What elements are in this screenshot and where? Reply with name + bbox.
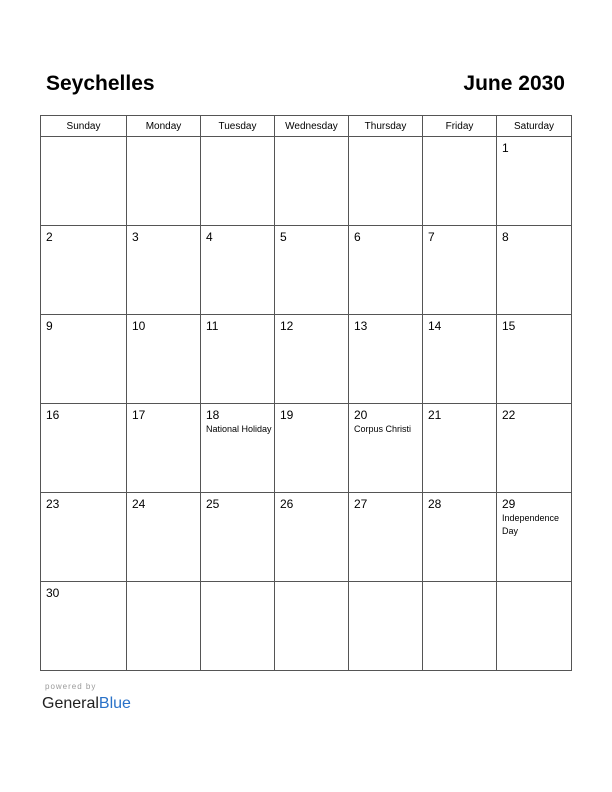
weekday-tuesday: Tuesday xyxy=(201,116,275,137)
day-number: 26 xyxy=(280,497,294,511)
day-cell xyxy=(275,493,349,582)
day-number: 24 xyxy=(132,497,146,511)
day-number: 29 xyxy=(502,497,516,511)
day-cell xyxy=(201,226,275,315)
day-number: 6 xyxy=(354,230,361,244)
day-cell xyxy=(275,137,349,226)
holiday-label: Corpus Christi xyxy=(354,424,412,434)
day-number: 19 xyxy=(280,408,294,422)
weekday-header-row xyxy=(41,116,572,137)
day-cell xyxy=(127,137,201,226)
day-cell xyxy=(41,226,127,315)
day-cell xyxy=(423,582,497,671)
weekday-wednesday: Wednesday xyxy=(275,116,349,137)
day-cell xyxy=(497,137,572,226)
day-cell xyxy=(275,226,349,315)
generalblue-logo xyxy=(42,694,131,714)
day-number: 20 xyxy=(354,408,368,422)
weekday-sunday: Sunday xyxy=(41,116,127,137)
day-number: 4 xyxy=(206,230,213,244)
day-number: 7 xyxy=(428,230,435,244)
day-number: 17 xyxy=(132,408,146,422)
day-cell xyxy=(127,493,201,582)
day-number: 25 xyxy=(206,497,220,511)
calendar-grid xyxy=(40,115,572,671)
month-year-title: June 2030 xyxy=(463,72,565,95)
day-number: 30 xyxy=(46,586,60,600)
day-number: 27 xyxy=(354,497,368,511)
day-number: 2 xyxy=(46,230,53,244)
logo-blue-text: Blue xyxy=(98,695,131,712)
week-row xyxy=(41,582,572,671)
day-cell xyxy=(127,315,201,404)
day-number: 18 xyxy=(206,408,220,422)
day-cell xyxy=(201,404,275,493)
week-row xyxy=(41,315,572,404)
day-cell xyxy=(201,582,275,671)
day-cell xyxy=(423,493,497,582)
day-number: 12 xyxy=(280,319,294,333)
week-row xyxy=(41,493,572,582)
day-number: 28 xyxy=(428,497,442,511)
day-cell xyxy=(41,404,127,493)
day-cell xyxy=(423,404,497,493)
day-number: 22 xyxy=(502,408,516,422)
weekday-monday: Monday xyxy=(127,116,201,137)
logo-general-text: General xyxy=(42,695,99,712)
day-number: 16 xyxy=(46,408,60,422)
day-cell xyxy=(349,315,423,404)
day-cell xyxy=(201,493,275,582)
day-cell xyxy=(201,315,275,404)
day-cell xyxy=(349,404,423,493)
day-cell xyxy=(41,582,127,671)
powered-by-text: powered by xyxy=(45,682,97,691)
week-row xyxy=(41,404,572,493)
day-cell xyxy=(497,493,572,582)
country-title: Seychelles xyxy=(46,72,155,95)
day-number: 10 xyxy=(132,319,146,333)
day-number: 13 xyxy=(354,319,368,333)
day-cell xyxy=(349,137,423,226)
day-cell xyxy=(423,315,497,404)
day-cell xyxy=(423,226,497,315)
day-cell xyxy=(349,493,423,582)
day-cell xyxy=(275,315,349,404)
week-row xyxy=(41,226,572,315)
day-cell xyxy=(497,404,572,493)
day-cell xyxy=(349,226,423,315)
day-number: 15 xyxy=(502,319,516,333)
day-number: 3 xyxy=(132,230,139,244)
day-number: 1 xyxy=(502,141,509,155)
holiday-label: National Holiday xyxy=(206,424,272,434)
day-cell xyxy=(275,582,349,671)
holiday-label: Independence Day xyxy=(502,513,560,536)
day-cell xyxy=(127,404,201,493)
day-cell xyxy=(497,582,572,671)
day-number: 5 xyxy=(280,230,287,244)
day-number: 9 xyxy=(46,319,53,333)
week-row xyxy=(41,137,572,226)
day-number: 8 xyxy=(502,230,509,244)
weekday-thursday: Thursday xyxy=(349,116,423,137)
day-cell xyxy=(201,137,275,226)
day-cell xyxy=(423,137,497,226)
day-cell xyxy=(127,226,201,315)
day-cell xyxy=(41,493,127,582)
day-cell xyxy=(497,315,572,404)
day-cell xyxy=(41,137,127,226)
weekday-saturday: Saturday xyxy=(497,116,572,137)
day-number: 11 xyxy=(206,319,219,333)
day-number: 23 xyxy=(46,497,60,511)
weekday-friday: Friday xyxy=(423,116,497,137)
day-cell xyxy=(349,582,423,671)
day-cell xyxy=(41,315,127,404)
day-cell xyxy=(127,582,201,671)
day-cell xyxy=(275,404,349,493)
day-number: 21 xyxy=(428,408,442,422)
day-number: 14 xyxy=(428,319,442,333)
day-cell xyxy=(497,226,572,315)
